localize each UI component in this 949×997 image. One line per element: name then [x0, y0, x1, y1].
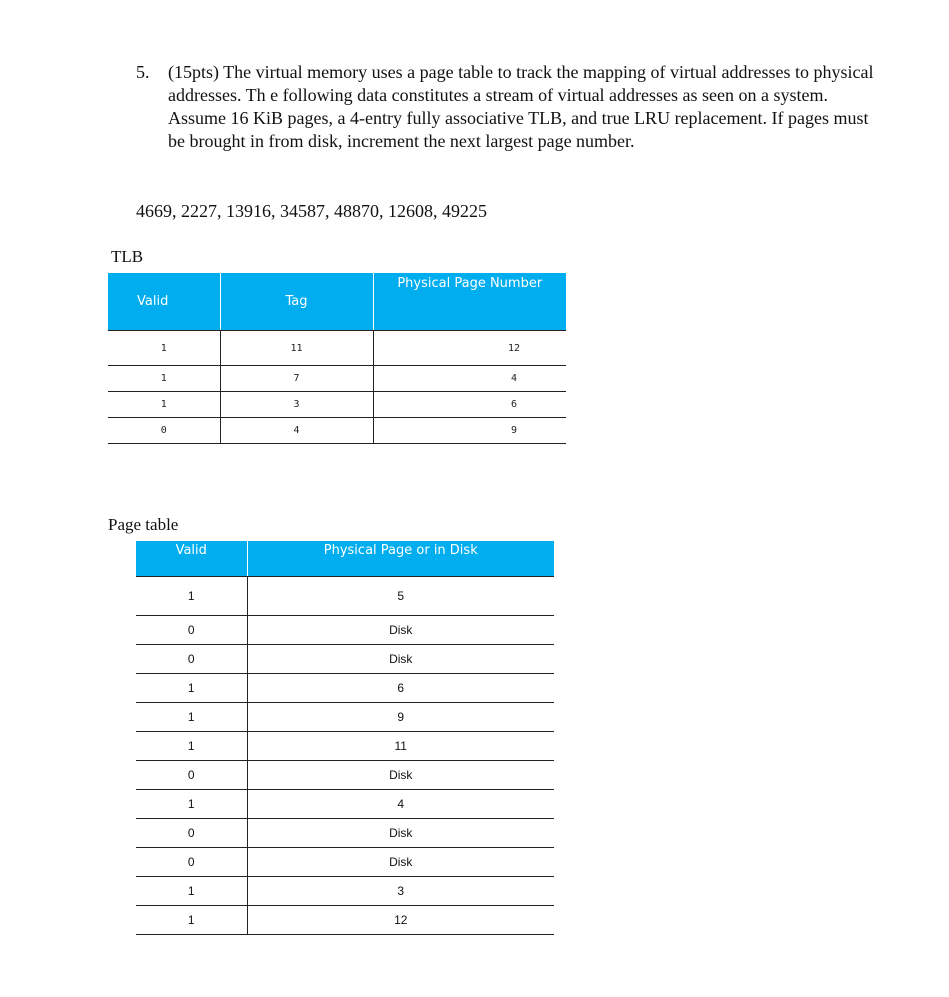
tlb-cell-valid: 0 — [108, 418, 220, 444]
pt-cell-valid: 0 — [136, 819, 247, 848]
tlb-cell-valid: 1 — [108, 392, 220, 418]
tlb-header-valid: Valid — [108, 273, 220, 331]
tlb-cell-ppn: 12 — [373, 331, 566, 366]
tlb-cell-tag: 7 — [220, 366, 373, 392]
tlb-cell-tag: 11 — [220, 331, 373, 366]
pt-cell-valid: 1 — [136, 674, 247, 703]
table-row — [136, 848, 554, 877]
question-number: 5. — [136, 62, 150, 82]
table-row — [108, 392, 566, 418]
tlb-table — [108, 273, 566, 444]
address-stream: 4669, 2227, 13916, 34587, 48870, 12608, 49225 — [136, 201, 487, 221]
table-row — [136, 819, 554, 848]
tlb-header-ppn: Physical Page Number — [373, 273, 566, 331]
tlb-cell-valid: 1 — [108, 366, 220, 392]
pt-cell-physical: Disk — [247, 616, 554, 645]
table-row — [136, 761, 554, 790]
pt-cell-physical: 9 — [247, 703, 554, 732]
pt-cell-valid: 1 — [136, 790, 247, 819]
table-row — [108, 366, 566, 392]
pt-cell-valid: 1 — [136, 732, 247, 761]
tlb-cell-ppn: 9 — [373, 418, 566, 444]
pt-cell-physical: 6 — [247, 674, 554, 703]
pt-cell-physical: Disk — [247, 645, 554, 674]
tlb-header-tag: Tag — [220, 273, 373, 331]
pt-cell-physical: 11 — [247, 732, 554, 761]
page-table-label: Page table — [108, 515, 179, 534]
question-text: (15pts) The virtual memory uses a page table to track the mapping of virtual addresses to physical addresses. Th e following data constitutes a stream of virtual addresses as seen on a system. Assume 16 KiB pages, a 4-entry fully associative TLB, and true LRU replacement. If pages must be brought in from disk, increment the next largest page number. — [168, 62, 874, 151]
question-block — [136, 61, 876, 153]
table-row — [136, 877, 554, 906]
tlb-cell-tag: 4 — [220, 418, 373, 444]
page-table-header-row — [136, 541, 554, 577]
table-row — [136, 577, 554, 616]
pt-cell-valid: 1 — [136, 577, 247, 616]
table-row — [136, 645, 554, 674]
tlb-cell-ppn: 6 — [373, 392, 566, 418]
pt-cell-valid: 0 — [136, 848, 247, 877]
table-row — [136, 906, 554, 935]
table-row — [136, 732, 554, 761]
pt-cell-physical: Disk — [247, 848, 554, 877]
pt-cell-valid: 1 — [136, 877, 247, 906]
pt-cell-physical: Disk — [247, 819, 554, 848]
pt-cell-valid: 0 — [136, 645, 247, 674]
tlb-cell-tag: 3 — [220, 392, 373, 418]
tlb-cell-ppn: 4 — [373, 366, 566, 392]
page-table-header-valid: Valid — [136, 541, 247, 577]
pt-cell-valid: 0 — [136, 616, 247, 645]
table-row — [136, 674, 554, 703]
page-table — [136, 541, 554, 935]
pt-cell-physical: 3 — [247, 877, 554, 906]
pt-cell-valid: 1 — [136, 703, 247, 732]
pt-cell-valid: 0 — [136, 761, 247, 790]
tlb-label: TLB — [111, 247, 144, 266]
tlb-header-row — [108, 273, 566, 331]
page-table-header-physical: Physical Page or in Disk — [247, 541, 554, 577]
table-row — [136, 616, 554, 645]
pt-cell-valid: 1 — [136, 906, 247, 935]
table-row — [136, 790, 554, 819]
table-row — [108, 331, 566, 366]
pt-cell-physical: Disk — [247, 761, 554, 790]
pt-cell-physical: 5 — [247, 577, 554, 616]
table-row — [136, 703, 554, 732]
tlb-cell-valid: 1 — [108, 331, 220, 366]
table-row — [108, 418, 566, 444]
pt-cell-physical: 12 — [247, 906, 554, 935]
pt-cell-physical: 4 — [247, 790, 554, 819]
